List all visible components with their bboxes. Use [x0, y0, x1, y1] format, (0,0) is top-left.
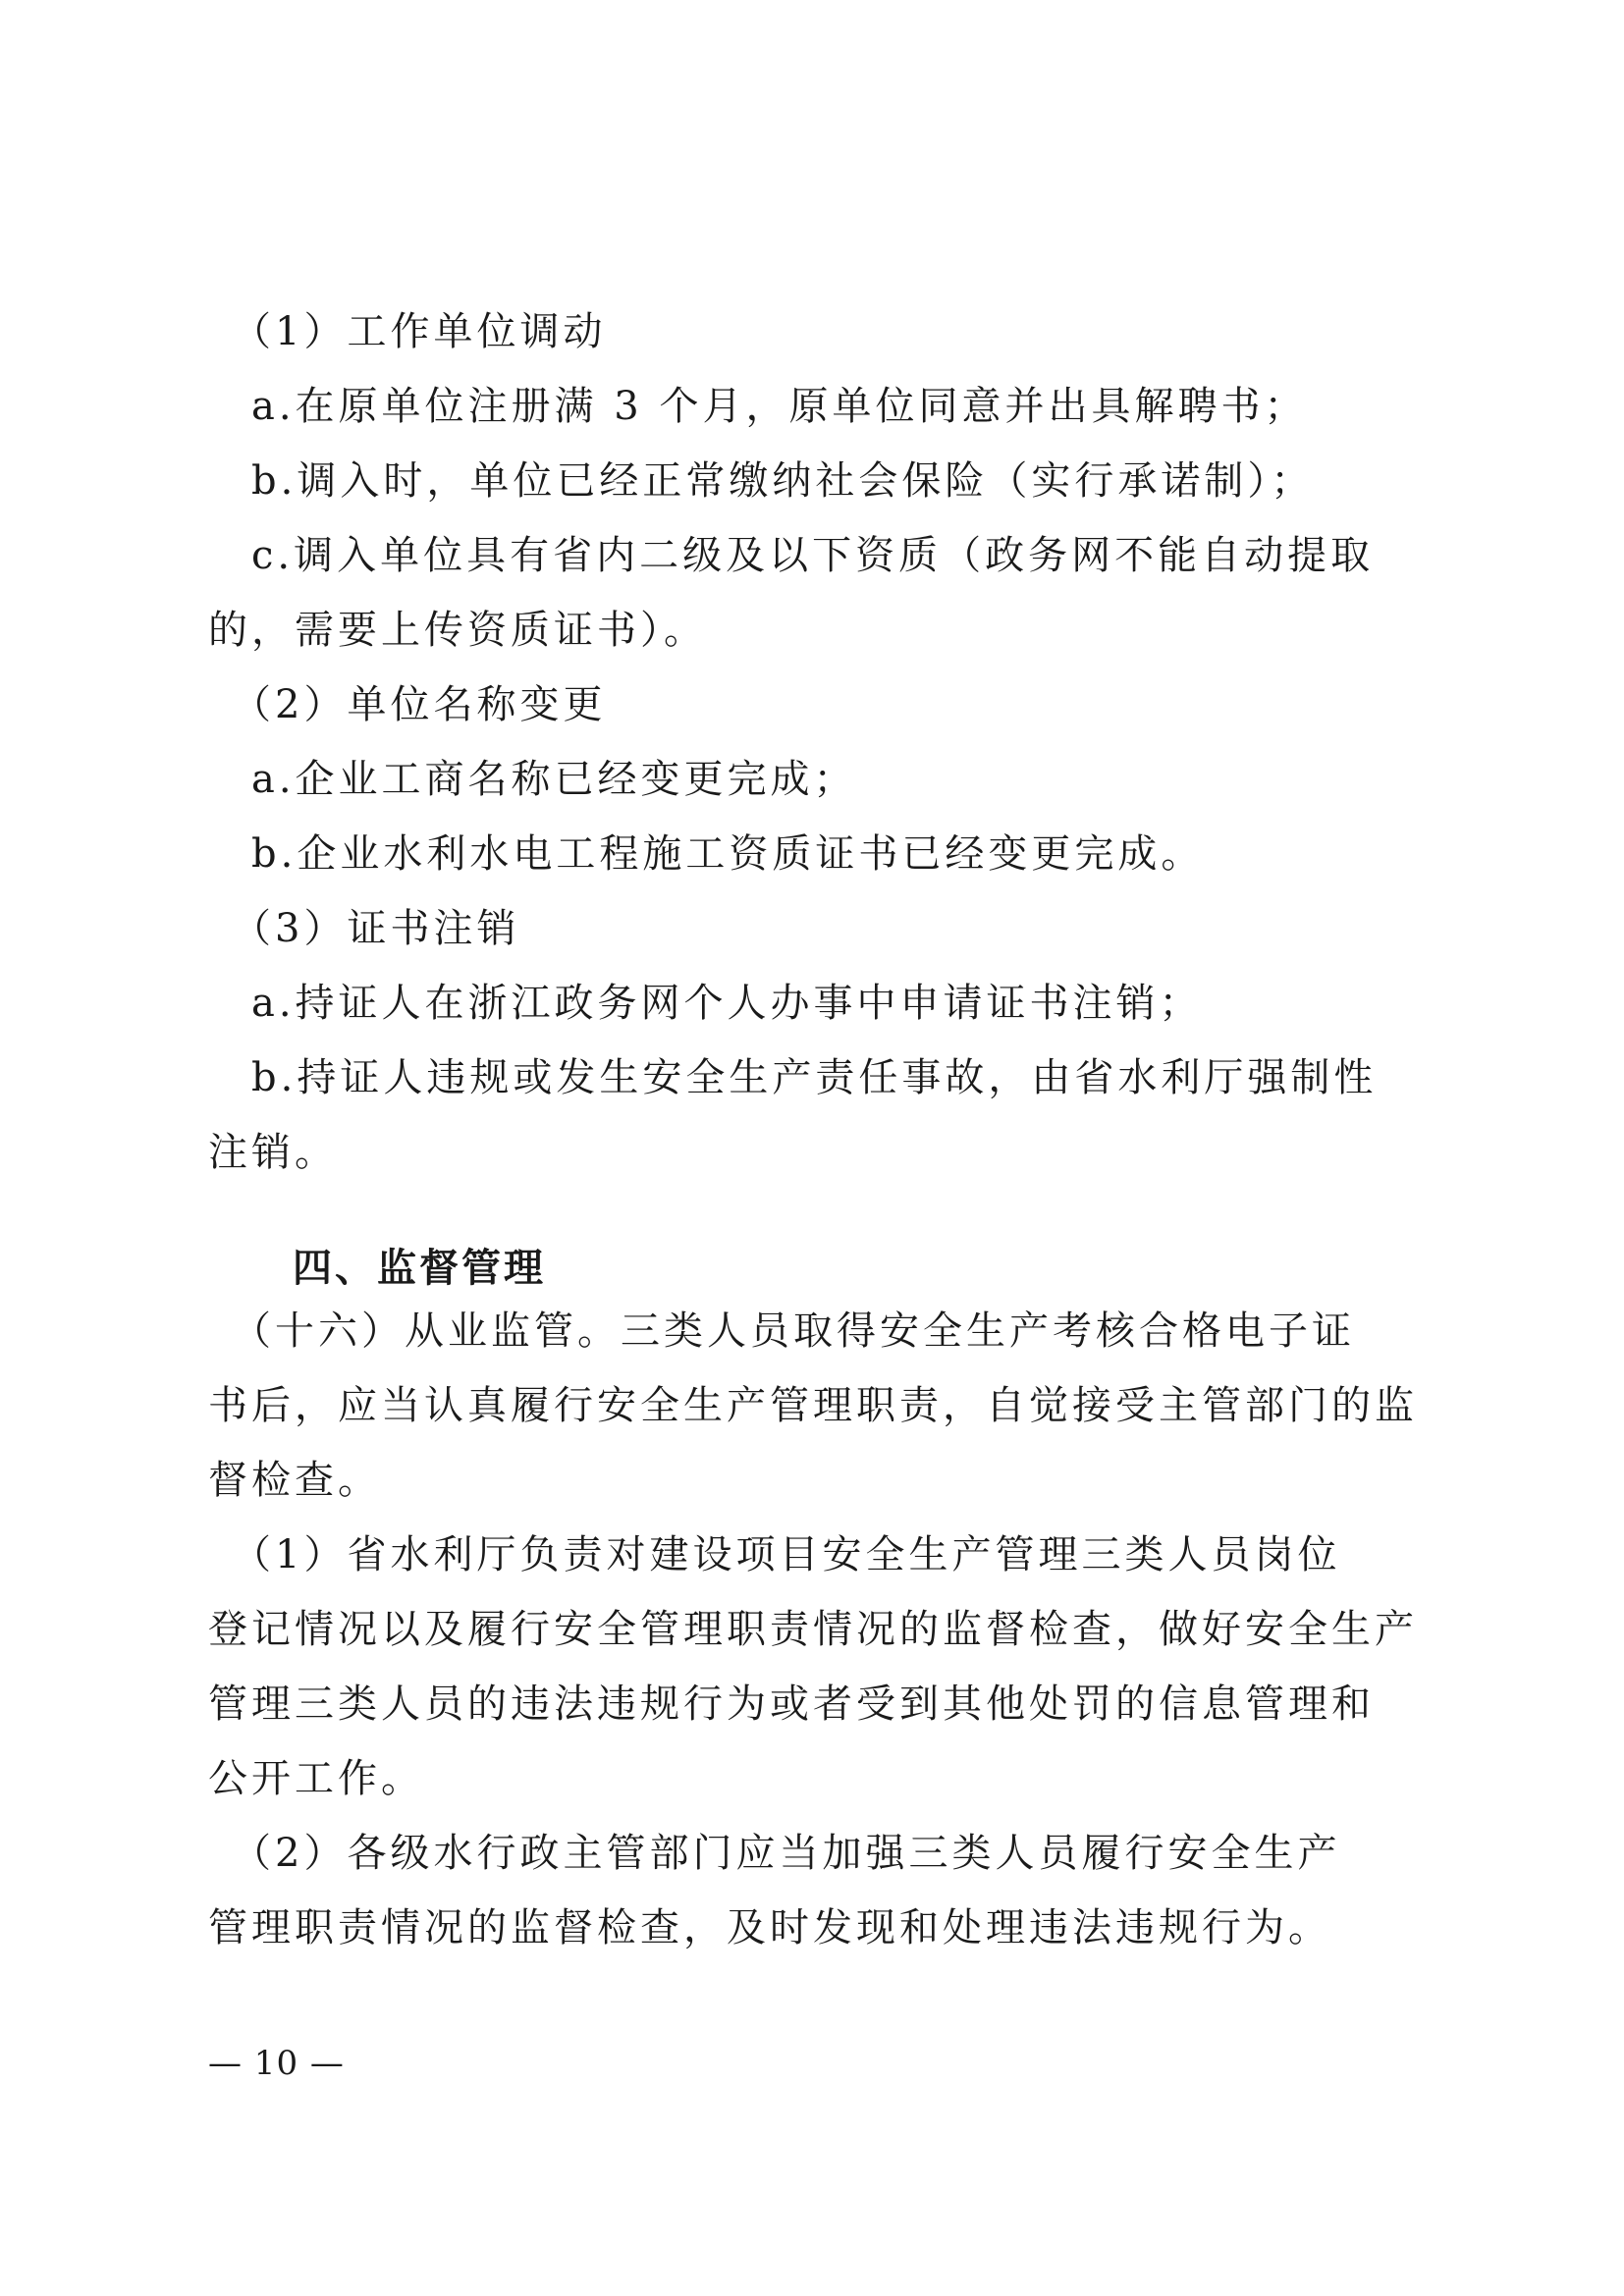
text-line: （1）省水利厅负责对建设项目安全生产管理三类人员岗位 — [208, 1532, 1341, 1577]
text-line: 登记情况以及履行安全管理职责情况的监督检查，做好安全生产 — [208, 1607, 1418, 1652]
body-text-part-2 — [208, 1294, 1416, 1965]
text-line: a.企业工商名称已经变更完成； — [208, 757, 857, 802]
text-line: 管理职责情况的监督检查，及时发现和处理违法违规行为。 — [208, 1905, 1331, 1950]
text-line: a.在原单位注册满 3 个月，原单位同意并出具解聘书； — [208, 384, 1308, 429]
section-heading: 四、监督管理 — [293, 1246, 546, 1291]
text-line: 督检查。 — [208, 1458, 381, 1503]
text-line: （1）工作单位调动 — [208, 309, 607, 354]
text-line: 注销。 — [208, 1130, 338, 1175]
text-line: 的，需要上传资质证书）。 — [208, 608, 707, 653]
text-line: （十六）从业监管。三类人员取得安全生产考核合格电子证 — [208, 1308, 1355, 1354]
text-line: （3）证书注销 — [208, 906, 520, 951]
text-line: b.调入时，单位已经正常缴纳社会保险（实行承诺制）； — [208, 458, 1315, 504]
text-line: b.企业水利水电工程施工资质证书已经变更完成。 — [208, 831, 1205, 877]
text-line: 公开工作。 — [208, 1756, 424, 1801]
text-line: 书后，应当认真履行安全生产管理职责，自觉接受主管部门的监 — [208, 1383, 1418, 1428]
text-line: a.持证人在浙江政务网个人办事中申请证书注销； — [208, 981, 1203, 1026]
page-number: — 10 — — [208, 2044, 345, 2083]
text-line: （2）单位名称变更 — [208, 682, 607, 727]
text-line: 管理三类人员的违法违规行为或者受到其他处罚的信息管理和 — [208, 1682, 1375, 1727]
body-text-part-1 — [208, 294, 1416, 1190]
text-line: b.持证人违规或发生安全生产责任事故，由省水利厅强制性 — [208, 1055, 1378, 1100]
text-line: （2）各级水行政主管部门应当加强三类人员履行安全生产 — [208, 1831, 1341, 1876]
text-line: c.调入单位具有省内二级及以下资质（政务网不能自动提取 — [208, 533, 1375, 578]
